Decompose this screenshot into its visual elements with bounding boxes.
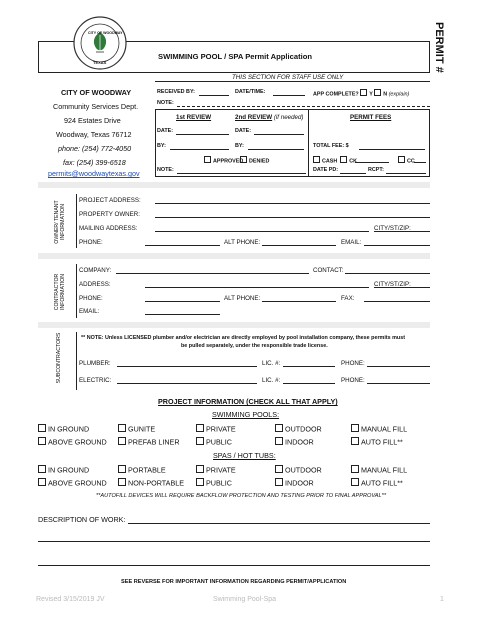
spa-manual-fill-checkbox[interactable] bbox=[351, 465, 359, 473]
staff-heading: THIS SECTION FOR STAFF USE ONLY bbox=[232, 74, 344, 81]
owner-side-label bbox=[54, 199, 66, 245]
contractor-alt-phone-label: ALT PHONE: bbox=[224, 295, 261, 302]
approved-checkbox[interactable] bbox=[204, 156, 211, 163]
pool-option-manual-fill bbox=[351, 424, 407, 434]
pool-public-checkbox[interactable] bbox=[196, 437, 204, 445]
city-street: 924 Estates Drive bbox=[64, 116, 121, 125]
form-title: SWIMMING POOL / SPA Permit Application bbox=[158, 52, 312, 61]
cash-checkbox[interactable] bbox=[313, 156, 320, 163]
review1-date-label: DATE: bbox=[157, 128, 174, 134]
reverse-note: SEE REVERSE FOR IMPORTANT INFORMATION REGARDING PERMIT/APPLICATION bbox=[121, 579, 347, 585]
spa-non-portable-checkbox[interactable] bbox=[118, 478, 126, 486]
pool-option-outdoor bbox=[275, 424, 322, 434]
spa-private-label: PRIVATE bbox=[206, 465, 236, 475]
cash-label: CASH bbox=[322, 158, 338, 165]
spa-auto-fill-label: AUTO FILL** bbox=[361, 478, 403, 488]
pool-manual-fill-checkbox[interactable] bbox=[351, 424, 359, 432]
pool-outdoor-label: OUTDOOR bbox=[285, 424, 322, 434]
project-heading: PROJECT INFORMATION (CHECK ALL THAT APPLY) bbox=[158, 397, 338, 406]
pool-option-prefab-liner bbox=[118, 437, 180, 447]
approved-label: APPROVED bbox=[213, 158, 244, 165]
cc-label: CC bbox=[407, 158, 415, 165]
city-fax: fax: (254) 399-6518 bbox=[63, 158, 126, 167]
revised-text: Revised 3/15/2019 JV bbox=[36, 596, 105, 603]
contractor-side-label-1: CONTRACTOR bbox=[54, 273, 60, 311]
check-checkbox[interactable] bbox=[340, 156, 347, 163]
pool-option-in-ground bbox=[38, 424, 89, 434]
second-review-label: 2nd REVIEW bbox=[235, 114, 273, 121]
contact-label: CONTACT: bbox=[313, 267, 344, 274]
spa-in-ground-label: IN GROUND bbox=[48, 465, 90, 475]
spa-option-outdoor bbox=[275, 465, 322, 475]
owner-side-label-1: OWNER/ TENANT bbox=[54, 200, 60, 244]
app-complete-no-checkbox[interactable] bbox=[374, 89, 381, 96]
app-complete bbox=[313, 89, 409, 98]
city-citystate: Woodway, Texas 76712 bbox=[56, 130, 132, 139]
permit-number-label bbox=[432, 22, 446, 82]
payment-options bbox=[313, 156, 357, 165]
contractor-address-label: ADDRESS: bbox=[79, 281, 111, 288]
spa-outdoor-label: OUTDOOR bbox=[285, 465, 322, 475]
spa-private-checkbox[interactable] bbox=[196, 465, 204, 473]
pool-auto-fill-checkbox[interactable] bbox=[351, 437, 359, 445]
pool-prefab-liner-label: PREFAB LINER bbox=[128, 437, 180, 447]
spa-non-portable-label: NON-PORTABLE bbox=[128, 478, 185, 488]
city-phone: phone: (254) 772-4050 bbox=[58, 144, 132, 153]
electric-lic-label: LIC. #: bbox=[262, 377, 281, 384]
spa-portable-label: PORTABLE bbox=[128, 465, 166, 475]
pool-private-label: PRIVATE bbox=[206, 424, 236, 434]
staff-note-label: NOTE: bbox=[157, 100, 174, 106]
footer-center-text: Swimming Pool-Spa bbox=[213, 596, 277, 603]
page-number: 1 bbox=[440, 596, 444, 603]
date-pd-label: DATE PD: bbox=[313, 167, 339, 173]
owner-city-st-zip-label: CITY/ST/ZIP: bbox=[374, 225, 411, 232]
permit-label-text: PERMIT # bbox=[433, 22, 445, 73]
logo-text-top: CITY OF WOODWAY bbox=[88, 31, 123, 35]
plumber-lic-label: LIC. #: bbox=[262, 360, 281, 367]
plumber-label: PLUMBER: bbox=[79, 360, 111, 367]
contractor-side-label bbox=[54, 269, 66, 315]
spa-indoor-label: INDOOR bbox=[285, 478, 314, 488]
project-address-label: PROJECT ADDRESS: bbox=[79, 197, 141, 204]
review2-date-label: DATE: bbox=[235, 128, 252, 134]
electric-phone-label: PHONE: bbox=[341, 377, 365, 384]
yes-label: Y bbox=[369, 91, 373, 98]
spa-option-manual-fill bbox=[351, 465, 407, 475]
spa-public-label: PUBLIC bbox=[206, 478, 232, 488]
logo-text-bottom: TEXAS bbox=[93, 60, 107, 65]
pool-in-ground-label: IN GROUND bbox=[48, 424, 90, 434]
pool-public-label: PUBLIC bbox=[206, 437, 232, 447]
spa-indoor-checkbox[interactable] bbox=[275, 478, 283, 486]
spa-option-indoor bbox=[275, 478, 314, 488]
second-review bbox=[235, 114, 303, 121]
denied-option bbox=[240, 156, 269, 165]
spa-option-auto-fill bbox=[351, 478, 403, 488]
spa-option-private bbox=[196, 465, 236, 475]
cc-checkbox[interactable] bbox=[398, 156, 405, 163]
pool-outdoor-checkbox[interactable] bbox=[275, 424, 283, 432]
spa-option-portable bbox=[118, 465, 166, 475]
city-dept: Community Services Dept. bbox=[53, 102, 139, 111]
no-label: N bbox=[383, 91, 388, 98]
owner-side-label-2: INFORMATION bbox=[60, 204, 66, 240]
pool-option-gunite bbox=[118, 424, 155, 434]
electric-label: ELECTRIC: bbox=[79, 377, 112, 384]
pool-above-ground-checkbox[interactable] bbox=[38, 437, 46, 445]
total-fee-label: TOTAL FEE: $ bbox=[313, 143, 349, 149]
pool-above-ground-label: ABOVE GROUND bbox=[48, 437, 107, 447]
plumber-phone-label: PHONE: bbox=[341, 360, 365, 367]
contractor-phone-label: PHONE: bbox=[79, 295, 103, 302]
spa-above-ground-label: ABOVE GROUND bbox=[48, 478, 107, 488]
pool-option-indoor bbox=[275, 437, 314, 447]
contractor-fax-label: FAX: bbox=[341, 295, 355, 302]
pools-heading: SWIMMING POOLS: bbox=[212, 410, 280, 419]
contractor-email-label: EMAIL: bbox=[79, 308, 100, 315]
spa-option-in-ground bbox=[38, 465, 89, 475]
spa-outdoor-checkbox[interactable] bbox=[275, 465, 283, 473]
date-time-label: DATE/TIME: bbox=[235, 89, 266, 95]
mailing-address-label: MAILING ADDRESS: bbox=[79, 225, 138, 232]
pool-in-ground-checkbox[interactable] bbox=[38, 424, 46, 432]
explain-label: (explain) bbox=[388, 91, 410, 98]
spa-manual-fill-label: MANUAL FILL bbox=[361, 465, 408, 475]
pool-option-public bbox=[196, 437, 232, 447]
city-name: CITY OF WOODWAY bbox=[61, 88, 132, 97]
spa-in-ground-checkbox[interactable] bbox=[38, 465, 46, 473]
pool-indoor-label: INDOOR bbox=[285, 437, 314, 447]
pool-private-checkbox[interactable] bbox=[196, 424, 204, 432]
ck-label: CK bbox=[349, 158, 358, 165]
if-needed-label: (if needed) bbox=[273, 114, 304, 121]
permit-fees-label: PERMIT FEES bbox=[350, 114, 392, 121]
contractor-side-label-2: INFORMATION bbox=[60, 274, 66, 310]
spa-portable-checkbox[interactable] bbox=[118, 465, 126, 473]
autofill-note: **AUTOFILL DEVICES WILL REQUIRE BACKFLOW PROTECTION AND TESTING PRIOR TO FINAL APPROVAL** bbox=[96, 493, 387, 499]
spa-option-above-ground bbox=[38, 478, 107, 488]
pool-gunite-checkbox[interactable] bbox=[118, 424, 126, 432]
pool-option-private bbox=[196, 424, 236, 434]
staff-note2-label: NOTE: bbox=[157, 167, 174, 173]
owner-email-label: EMAIL: bbox=[341, 239, 362, 246]
pool-prefab-liner-checkbox[interactable] bbox=[118, 437, 126, 445]
approved-option bbox=[204, 156, 243, 165]
pool-option-above-ground bbox=[38, 437, 107, 447]
subs-note-line1: ** NOTE: Unless LICENSED plumber and/or electrician are directly employed by pool installation company, these permits must bbox=[81, 335, 406, 341]
property-owner-label: PROPERTY OWNER: bbox=[79, 211, 140, 218]
contractor-city-st-zip-label: CITY/ST/ZIP: bbox=[374, 281, 411, 288]
denied-checkbox[interactable] bbox=[240, 156, 247, 163]
first-review-label: 1st REVIEW bbox=[176, 114, 212, 121]
spa-public-checkbox[interactable] bbox=[196, 478, 204, 486]
pool-indoor-checkbox[interactable] bbox=[275, 437, 283, 445]
received-by-label: RECEIVED BY: bbox=[157, 89, 195, 95]
app-complete-yes-checkbox[interactable] bbox=[360, 89, 367, 96]
denied-label: DENIED bbox=[249, 158, 270, 165]
spa-option-public bbox=[196, 478, 232, 488]
pool-manual-fill-label: MANUAL FILL bbox=[361, 424, 408, 434]
cc-option bbox=[398, 156, 415, 165]
owner-phone-label: PHONE: bbox=[79, 239, 103, 246]
city-email-link[interactable]: permits@woodwaytexas.gov bbox=[48, 169, 140, 178]
company-label: COMPANY: bbox=[79, 267, 112, 274]
description-label: DESCRIPTION OF WORK: bbox=[38, 515, 126, 524]
spa-above-ground-checkbox[interactable] bbox=[38, 478, 46, 486]
pool-option-auto-fill bbox=[351, 437, 403, 447]
spas-heading: SPAS / HOT TUBS: bbox=[213, 451, 276, 460]
review1-by-label: BY: bbox=[157, 143, 166, 149]
pool-gunite-label: GUNITE bbox=[128, 424, 156, 434]
review2-by-label: BY: bbox=[235, 143, 244, 149]
app-complete-label: APP COMPLETE? bbox=[313, 91, 359, 98]
subcontractors-side-label: SUBCONTRACTORS bbox=[56, 332, 62, 384]
spa-auto-fill-checkbox[interactable] bbox=[351, 478, 359, 486]
owner-alt-phone-label: ALT PHONE: bbox=[224, 239, 261, 246]
rcpt-label: RCPT: bbox=[368, 167, 384, 173]
subs-note-line2: be pulled separately, under the responsible trade license. bbox=[181, 343, 328, 349]
spa-option-non-portable bbox=[118, 478, 184, 488]
pool-auto-fill-label: AUTO FILL** bbox=[361, 437, 403, 447]
